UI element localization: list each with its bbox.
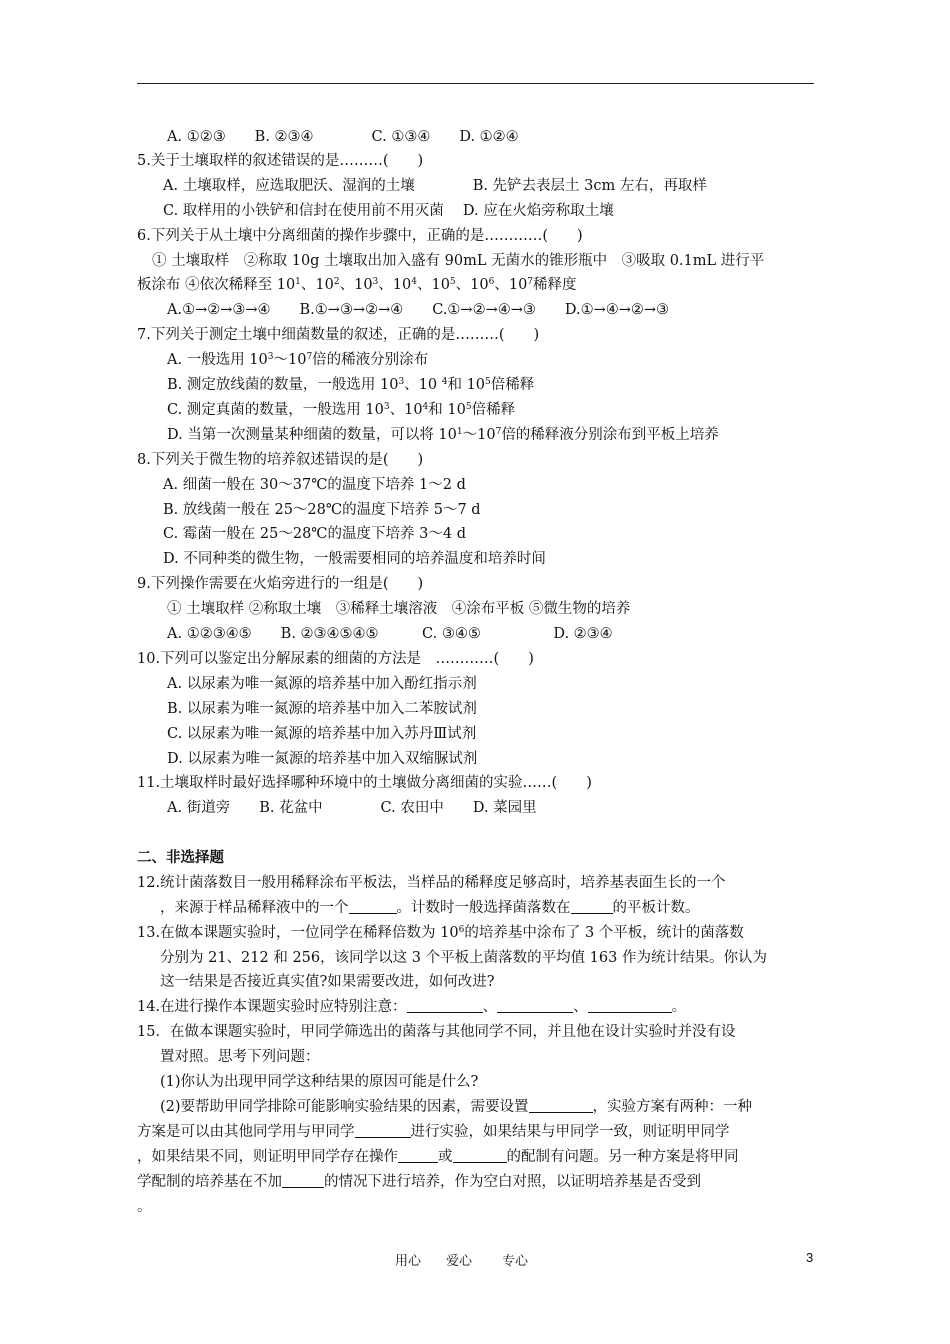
q10-option-d: D. 以尿素为唯一氮源的培养基中加入双缩脲试剂	[167, 751, 478, 767]
answer-blank[interactable]	[398, 1148, 438, 1163]
q5-stem: 5.关于土壤取样的叙述错误的是………( )	[137, 153, 424, 169]
answer-blank[interactable]	[282, 1173, 324, 1188]
q15-part1: (1)你认为出现甲同学这种结果的原因可能是什么?	[160, 1074, 479, 1090]
q7-option-a: A. 一般选用 $10^3\sim 10^7$倍的稀液分别涂布	[167, 352, 429, 368]
footer-text-2: 爱心	[446, 1254, 473, 1269]
q15-line5: ，如果结果不同，则证明甲同学存在操作 或 的配制有问题。另一种方案是将甲同	[137, 1149, 739, 1165]
q15-line7: 。	[137, 1199, 152, 1215]
answer-blank[interactable]	[349, 899, 397, 914]
q9-items: ① 土壤取样 ②称取土壤 ③稀释土壤溶液 ④涂布平板 ⑤微生物的培养	[167, 601, 631, 617]
q10-option-b: B. 以尿素为唯一氮源的培养基中加入二苯胺试剂	[167, 701, 477, 717]
q6-stem: 6.下列关于从土壤中分离细菌的操作步骤中，正确的是…………( )	[137, 228, 583, 244]
answer-blank[interactable]	[407, 998, 483, 1013]
q11-stem: 11.土壤取样时最好选择哪种环境中的土壤做分离细菌的实验……( )	[137, 775, 592, 791]
q8-option-b: B. 放线菌一般在 25～28℃的温度下培养 5～7 d	[163, 502, 481, 518]
q13-line1: 13.在做本课题实验时，一位同学在稀释倍数为 $10^6$的培养基中涂布了 3 个平板，统计的菌落数	[137, 925, 744, 941]
q8-stem: 8.下列关于微生物的培养叙述错误的是( )	[137, 452, 424, 468]
answer-blank[interactable]	[529, 1098, 593, 1113]
answer-blank[interactable]	[497, 998, 573, 1013]
q8-option-d: D. 不同种类的微生物，一般需要相同的培养温度和培养时间	[163, 551, 546, 567]
q14-line: 14.在进行操作本课题实验时应特别注意： 、 、 。	[137, 999, 687, 1015]
q15-line4: 方案是可以由其他同学用与甲同学 进行实验，如果结果与甲同学一致，则证明甲同学	[137, 1124, 730, 1140]
q4-options: A. ①②③ B. ②③④ C. ①③④ D. ①②④	[167, 129, 519, 145]
q12-line1: 12.统计菌落数目一般用稀释涂布平板法，当样品的稀释度足够高时，培养基表面生长的一个	[137, 875, 726, 891]
answer-blank[interactable]	[453, 1148, 507, 1163]
footer-text-3: 专心	[502, 1254, 529, 1269]
q12-line2: ，来源于样品稀释液中的一个 。计数时一般选择菌落数在 的平板计数。	[160, 900, 700, 916]
answer-blank[interactable]	[355, 1123, 411, 1138]
q6-items-line1: ① 土壤取样 ②称取 10g 土壤取出加入盛有 90mL 无菌水的锥形瓶中 ③吸取 0.1mL 进行平	[152, 253, 765, 269]
q10-stem: 10.下列可以鉴定出分解尿素的细菌的方法是 …………( )	[137, 651, 534, 667]
footer-text-1: 用心	[395, 1254, 422, 1269]
q6-items-line2: 板涂布 ④依次稀释至 $10^1$、$10^2$、$10^3$、$10^4$、$10^5$、$10^6$、$10^7$稀释度	[137, 277, 577, 293]
q7-option-c: C. 测定真菌的数量，一般选用 $10^3$、$10^4$和 $10^5$倍稀释	[167, 402, 516, 418]
q15-line6: 学配制的培养基在不加 的情况下进行培养，作为空白对照，以证明培养基是否受到	[137, 1174, 701, 1190]
q8-option-c: C. 霉菌一般在 25～28℃的温度下培养 3～4 d	[163, 526, 466, 542]
section-title: 二、非选择题	[137, 850, 224, 866]
q7-option-d: D. 当第一次测量某种细菌的数量，可以将 $10^1\sim 10^7$倍的稀释液分别涂布到平板上培养	[167, 427, 719, 443]
q13-line3: 这一结果是否接近真实值?如果需要改进，如何改进?	[160, 974, 495, 990]
q13-line2: 分别为 21、212 和 256，该同学以这 3 个平板上菌落数的平均值 163 作为统计结果。你认为	[160, 950, 767, 966]
q7-stem: 7.下列关于测定土壤中细菌数量的叙述，正确的是………( )	[137, 327, 540, 343]
q7-option-b: B. 测定放线菌的数量，一般选用 $10^3$、10 $^4$和 $10^5$倍稀释	[167, 377, 535, 393]
header-rule	[137, 83, 814, 84]
q11-options: A. 街道旁 B. 花盆中 C. 农田中 D. 菜园里	[167, 800, 537, 816]
q9-options: A. ①②③④⑤ B. ②③④⑤④⑤ C. ③④⑤ D. ②③④	[167, 626, 613, 642]
answer-blank[interactable]	[571, 899, 613, 914]
answer-blank[interactable]	[588, 998, 672, 1013]
q8-option-a: A. 细菌一般在 30～37℃的温度下培养 1～2 d	[163, 477, 466, 493]
q10-option-c: C. 以尿素为唯一氮源的培养基中加入苏丹Ⅲ试剂	[167, 726, 477, 742]
q15-line2: 置对照。思考下列问题：	[160, 1049, 320, 1065]
q5-options-cd: C. 取样用的小铁铲和信封在使用前不用灭菌 D. 应在火焰旁称取土壤	[163, 203, 614, 219]
q15-line1: 15．在做本课题实验时，甲同学筛选出的菌落与其他同学不同，并且他在设计实验时并没有设	[137, 1024, 736, 1040]
q5-options-ab: A. 土壤取样，应选取肥沃、湿润的土壤 B. 先铲去表层土 3cm 左右，再取样	[163, 178, 707, 194]
q9-stem: 9.下列操作需要在火焰旁进行的一组是( )	[137, 576, 424, 592]
page-number: 3	[806, 1250, 814, 1265]
q15-part2: (2)要帮助甲同学排除可能影响实验结果的因素，需要设置 ，实验方案有两种：一种	[160, 1099, 753, 1115]
q10-option-a: A. 以尿素为唯一氮源的培养基中加入酚红指示剂	[167, 676, 477, 692]
q6-options: A.①→②→③→④ B.①→③→②→④ C.①→②→④→③ D.①→④→②→③	[167, 302, 670, 318]
